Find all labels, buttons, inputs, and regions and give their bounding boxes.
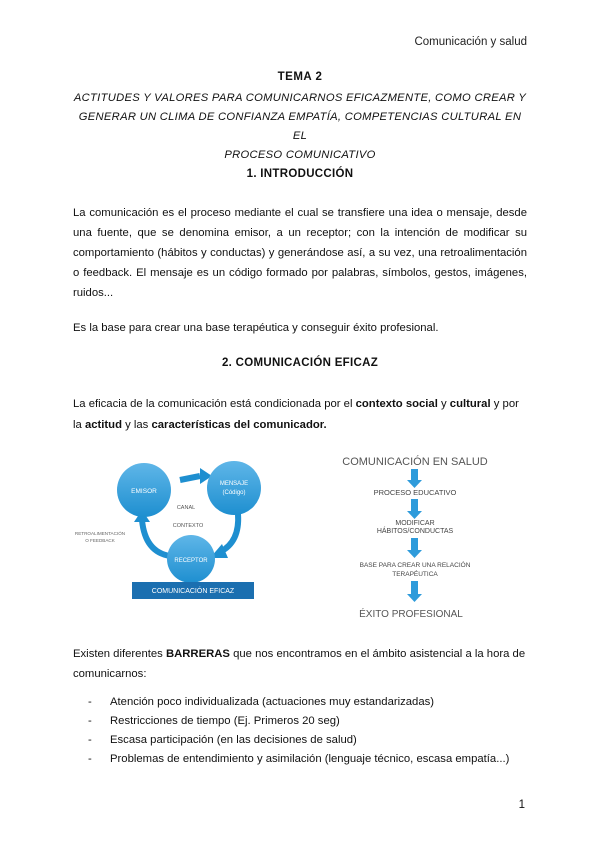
flow-arrow-head (407, 594, 422, 602)
flow-arrow-1 (411, 469, 418, 480)
arrow-emisor-mensaje (180, 476, 200, 480)
flow-arrow-head (407, 511, 422, 519)
section-1-heading: 1. INTRODUCCIÓN (246, 168, 354, 180)
flow-arrow-4 (411, 581, 418, 594)
canal-label: CANAL (176, 505, 196, 511)
intro-paragraph: La comunicación es el proceso mediante el cual se transfiere una idea o mensaje, desde una fuente, que se denomina emisor, a un receptor; con la intención de modificar su comportamiento (hábitos y conductas) y generándose así, a su vez, una retroalimentación o feedback. El mensaje es un código formado por palabras, símbolos, gestos, imágenes, ruidos... (73, 207, 527, 299)
flow-title: COMUNICACIÓN EN SALUD (342, 456, 488, 468)
communication-cycle-diagram (60, 452, 270, 602)
flow-arrow-3 (411, 538, 418, 550)
flow-step-4: ÉXITO PROFESIONAL (359, 609, 463, 620)
list-item: - Restricciones de tiempo (Ej. Primeros 20 seg) (88, 715, 340, 727)
flow-step-2b: HÁBITOS/CONDUCTAS (376, 528, 454, 535)
list-item: - Atención poco individualizada (actuaciones muy estandarizadas) (88, 696, 435, 708)
flow-arrow-2 (411, 499, 418, 511)
topic-number: TEMA 2 (277, 71, 323, 83)
arrow-receptor-emisor (142, 520, 170, 556)
flow-arrow-head (407, 550, 422, 558)
page-number: 1 (518, 799, 525, 811)
flow-arrow-head (407, 480, 422, 488)
eficaz-banner-label: COMUNICACIÓN EFICAZ (151, 588, 235, 595)
subtitle-line: GENERAR UN CLIMA DE CONFIANZA EMPATÍA, COMPETENCIAS CULTURAL EN EL (78, 111, 522, 142)
list-item: - Problemas de entendimiento y asimilación (lenguaje técnico, escasa empatía...) (88, 753, 510, 765)
page-header: Comunicación y salud (414, 36, 527, 48)
eficacia-paragraph: La eficacia de la comunicación está condicionada por el contexto social y cultural y por la actitud y las características del comunicador. (73, 398, 519, 431)
barriers-list (88, 693, 509, 769)
barreras-paragraph: Existen diferentes BARRERAS que nos encontramos en el ámbito asistencial a la hora de comunicarnos: (73, 648, 526, 680)
mensaje-node (207, 461, 261, 515)
list-item: - Escasa participación (en las decisiones de salud) (88, 734, 357, 746)
feedback-label-2: O FEEDBACK (85, 538, 115, 543)
base-paragraph: Es la base para crear una base terapéutica y conseguir éxito profesional. (73, 322, 439, 334)
subtitle-line: PROCESO COMUNICATIVO (224, 149, 376, 161)
topic-subtitle (70, 89, 530, 165)
section-2-heading: 2. COMUNICACIÓN EFICAZ (221, 357, 379, 369)
flow-step-2: MODIFICAR (395, 520, 435, 527)
emisor-label: EMISOR (131, 488, 157, 495)
feedback-label: RETROALIMENTACIÓN (74, 531, 126, 536)
flow-step-3b: TERAPÉUTICA (392, 571, 438, 578)
health-communication-flow (325, 450, 525, 625)
receptor-label: RECEPTOR (174, 558, 208, 564)
mensaje-label-2: (Código) (222, 490, 246, 496)
flow-step-3: BASE PARA CREAR UNA RELACIÓN (359, 562, 471, 569)
flow-step-1: PROCESO EDUCATIVO (373, 488, 457, 497)
contexto-label: CONTEXTO (172, 523, 204, 529)
subtitle-line: ACTITUDES Y VALORES PARA COMUNICARNOS EFICAZMENTE, COMO CREAR Y (73, 92, 527, 104)
mensaje-label: MENSAJE (219, 481, 249, 487)
